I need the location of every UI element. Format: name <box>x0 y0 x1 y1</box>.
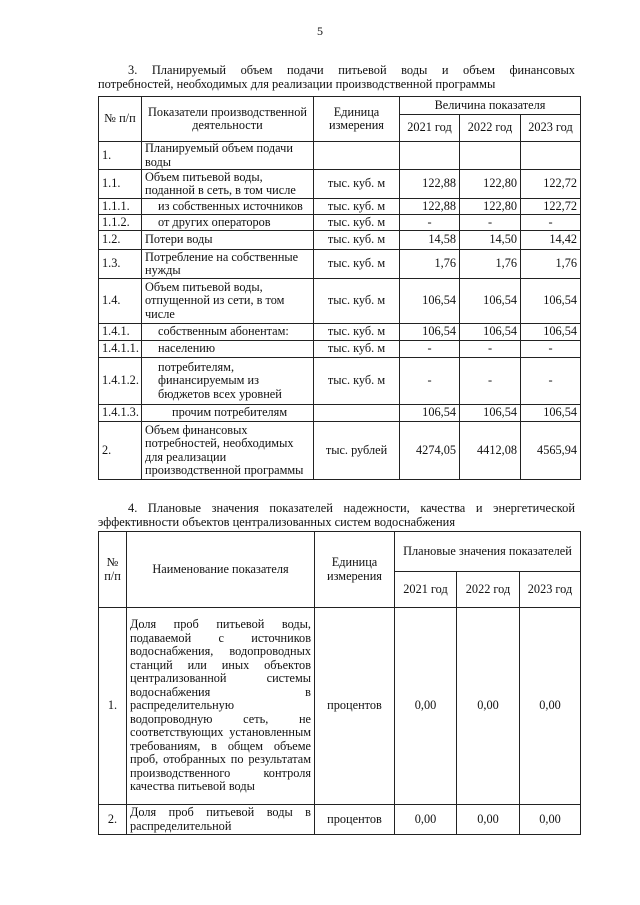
table-row <box>99 231 581 250</box>
row-name: прочим потребителям <box>142 405 314 422</box>
row-unit <box>314 405 400 422</box>
row-value: 106,54 <box>460 405 521 422</box>
table-row <box>99 142 581 170</box>
table-row <box>99 422 581 480</box>
row-value: - <box>460 341 521 358</box>
row-value: 0,00 <box>395 805 457 835</box>
row-value: 106,54 <box>400 405 460 422</box>
row-name: потребителям, финансируемым из бюджетов всех уровней <box>142 358 314 405</box>
row-value: 106,54 <box>460 279 521 324</box>
t1-header-year: 2022 год <box>460 115 521 142</box>
section-4-heading-line2: эффективности объектов централизованных систем водоснабжения <box>98 515 456 529</box>
row-value: 122,88 <box>400 170 460 199</box>
row-value <box>400 142 460 170</box>
row-unit: тыс. куб. м <box>314 358 400 405</box>
row-value: 106,54 <box>460 324 521 341</box>
row-value: 4565,94 <box>521 422 581 480</box>
row-value: 0,00 <box>520 608 581 805</box>
table-row <box>99 250 581 279</box>
row-name: из собственных источников <box>142 199 314 215</box>
table-row <box>99 324 581 341</box>
row-unit: тыс. куб. м <box>314 341 400 358</box>
table-row <box>99 199 581 215</box>
row-value: 106,54 <box>521 405 581 422</box>
row-value: 122,72 <box>521 170 581 199</box>
row-name: населению <box>142 341 314 358</box>
row-name: от других операторов <box>142 215 314 231</box>
section-4-heading-line1: 4. Плановые значения показателей надежности, качества и энергетической <box>128 501 575 515</box>
row-unit: процентов <box>315 805 395 835</box>
table-row <box>99 805 581 835</box>
row-value <box>460 142 521 170</box>
row-value <box>521 142 581 170</box>
table-row <box>99 608 581 805</box>
row-name: Потребление на собственные нужды <box>142 250 314 279</box>
row-value: 106,54 <box>400 279 460 324</box>
row-num: 1.1.2. <box>99 215 142 231</box>
t1-header-unit: Единица измерения <box>314 97 400 142</box>
row-num: 1.1.1. <box>99 199 142 215</box>
row-unit: процентов <box>315 608 395 805</box>
row-value: 122,72 <box>521 199 581 215</box>
row-value: 122,80 <box>460 199 521 215</box>
row-num: 2. <box>99 422 142 480</box>
row-value: 106,54 <box>521 279 581 324</box>
table-row <box>99 341 581 358</box>
section-3-heading-line2: потребностей, необходимых для реализации производственной программы <box>98 77 496 91</box>
row-unit: тыс. куб. м <box>314 199 400 215</box>
t1-header-indicator: Показатели производственной деятельности <box>142 97 314 142</box>
row-value: 122,80 <box>460 170 521 199</box>
row-unit: тыс. куб. м <box>314 215 400 231</box>
row-value: 14,50 <box>460 231 521 250</box>
t2-header-num: № п/п <box>99 532 127 608</box>
row-num: 1.1. <box>99 170 142 199</box>
row-value: 106,54 <box>521 324 581 341</box>
row-unit: тыс. куб. м <box>314 231 400 250</box>
row-num: 1.4.1.2. <box>99 358 142 405</box>
row-name: Потери воды <box>142 231 314 250</box>
table-row <box>99 170 581 199</box>
row-value: 0,00 <box>457 805 520 835</box>
row-value: 14,42 <box>521 231 581 250</box>
row-value: 122,88 <box>400 199 460 215</box>
row-unit: тыс. куб. м <box>314 324 400 341</box>
t2-header-unit: Единица измерения <box>315 532 395 608</box>
row-value: - <box>400 341 460 358</box>
row-name: Объем питьевой воды, отпущенной из сети, в том числе <box>142 279 314 324</box>
table-row <box>99 405 581 422</box>
t2-header-year: 2022 год <box>457 572 520 608</box>
row-num: 1.4. <box>99 279 142 324</box>
t2-header-value: Плановые значения показателей <box>395 532 581 572</box>
row-num: 2. <box>99 805 127 835</box>
row-num: 1.2. <box>99 231 142 250</box>
t2-header-year: 2023 год <box>520 572 581 608</box>
row-num: 1.3. <box>99 250 142 279</box>
row-num: 1. <box>99 142 142 170</box>
row-name: Доля проб питьевой воды в распределительной <box>127 805 315 835</box>
row-num: 1.4.1. <box>99 324 142 341</box>
row-value: 0,00 <box>457 608 520 805</box>
page-number: 5 <box>317 24 323 38</box>
row-value: 106,54 <box>400 324 460 341</box>
t1-header-year: 2023 год <box>521 115 581 142</box>
row-value: 1,76 <box>400 250 460 279</box>
table-row <box>99 279 581 324</box>
t2-header-year: 2021 год <box>395 572 457 608</box>
t1-header-num: № п/п <box>99 97 142 142</box>
table-row <box>99 215 581 231</box>
row-value: - <box>400 358 460 405</box>
row-num: 1. <box>99 608 127 805</box>
row-name: Доля проб питьевой воды, подаваемой с источников водоснабжения, водопроводных станций или иных объектов централизованной системы водоснабжения в распределительную водопроводную сеть, не соответствующих установленным требованиям, в общем объеме проб, отобранных по результатам производственного контроля качества питьевой воды <box>127 608 315 805</box>
row-value: - <box>521 215 581 231</box>
row-name: Объем питьевой воды, поданной в сеть, в том числе <box>142 170 314 199</box>
row-value: - <box>460 215 521 231</box>
production-program-table <box>98 96 581 480</box>
row-value: 1,76 <box>460 250 521 279</box>
reliability-indicators-table <box>98 531 581 835</box>
row-unit: тыс. рублей <box>314 422 400 480</box>
row-value: - <box>521 341 581 358</box>
t2-header-name: Наименование показателя <box>127 532 315 608</box>
row-value: - <box>460 358 521 405</box>
row-num: 1.4.1.1. <box>99 341 142 358</box>
row-value: - <box>521 358 581 405</box>
section-3-heading <box>98 63 575 91</box>
row-unit: тыс. куб. м <box>314 279 400 324</box>
row-name: Планируемый объем подачи воды <box>142 142 314 170</box>
row-value: 14,58 <box>400 231 460 250</box>
row-value: 4274,05 <box>400 422 460 480</box>
row-value: 0,00 <box>395 608 457 805</box>
table-row <box>99 358 581 405</box>
section-4-heading <box>98 501 575 529</box>
t1-header-value: Величина показателя <box>400 97 581 115</box>
row-unit <box>314 142 400 170</box>
t1-header-year: 2021 год <box>400 115 460 142</box>
row-value: - <box>400 215 460 231</box>
row-unit: тыс. куб. м <box>314 170 400 199</box>
row-num: 1.4.1.3. <box>99 405 142 422</box>
row-value: 1,76 <box>521 250 581 279</box>
row-name: собственным абонентам: <box>142 324 314 341</box>
row-unit: тыс. куб. м <box>314 250 400 279</box>
section-3-heading-line1: 3. Планируемый объем подачи питьевой воды и объем финансовых <box>128 63 575 77</box>
row-value: 0,00 <box>520 805 581 835</box>
row-value: 4412,08 <box>460 422 521 480</box>
row-name: Объем финансовых потребностей, необходимых для реализации производственной программы <box>142 422 314 480</box>
